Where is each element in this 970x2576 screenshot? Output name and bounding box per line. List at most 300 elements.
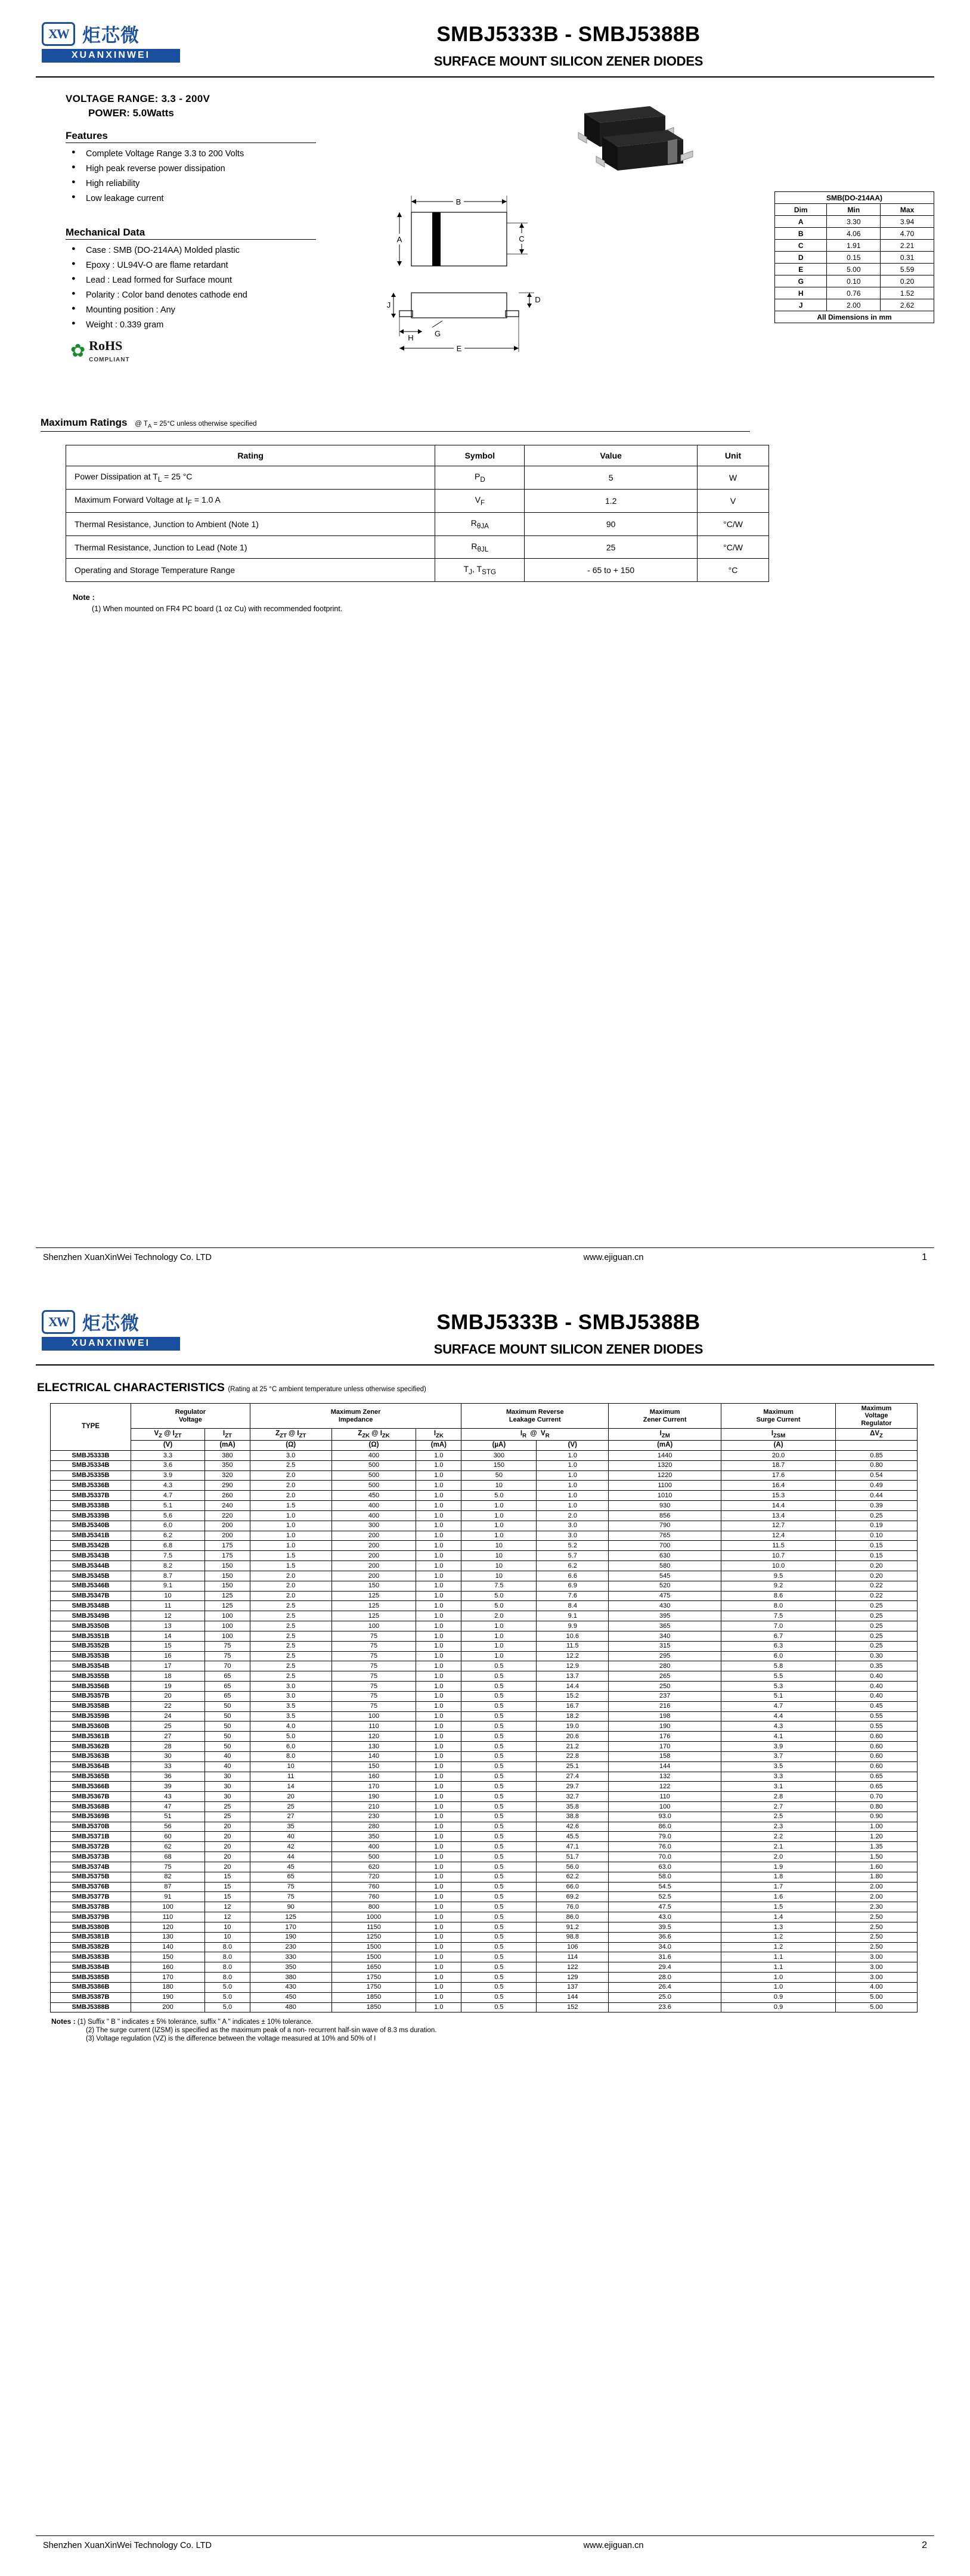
value-cell: 0.49	[836, 1481, 918, 1491]
value-cell: 13.4	[721, 1510, 836, 1521]
value-cell: 2.5	[250, 1661, 331, 1671]
value-cell: 42	[250, 1842, 331, 1852]
table-row	[51, 1481, 918, 1491]
value-cell: 26.4	[609, 1982, 721, 1992]
value-cell: 1.0	[416, 1973, 461, 1983]
value-cell: 10	[461, 1541, 537, 1551]
value-cell: 40	[205, 1761, 250, 1772]
col-header-symbol: Symbol	[435, 445, 525, 466]
value-cell: 20	[131, 1691, 205, 1701]
value-cell: 137	[537, 1982, 609, 1992]
value-cell: 40	[250, 1832, 331, 1842]
value-cell: 856	[609, 1510, 721, 1521]
value-cell: 0.30	[836, 1651, 918, 1661]
type-cell: SMBJ5375B	[51, 1872, 131, 1882]
company-logo	[36, 20, 215, 63]
table-row	[51, 1982, 918, 1992]
value-cell: 5.3	[721, 1682, 836, 1692]
type-cell: SMBJ5340B	[51, 1521, 131, 1531]
rating-symbol: $R_{\theta JA}$	[435, 512, 525, 535]
value-cell: 2.50	[836, 1932, 918, 1942]
value-cell: 0.22	[836, 1581, 918, 1591]
table-row	[51, 1852, 918, 1862]
value-cell: 86.0	[609, 1822, 721, 1832]
list-item: ● High peak reverse power dissipation	[66, 164, 370, 174]
unit-blank	[836, 1440, 918, 1450]
rating-unit: W	[698, 466, 769, 490]
value-cell: 1.2	[721, 1932, 836, 1942]
type-cell: SMBJ5341B	[51, 1531, 131, 1541]
value-cell: 1.0	[250, 1510, 331, 1521]
value-cell: 1.1	[721, 1962, 836, 1973]
value-cell: 1.0	[416, 1581, 461, 1591]
value-cell: 1.0	[416, 1732, 461, 1742]
value-cell: 5.0	[250, 1732, 331, 1742]
value-cell: 2.2	[721, 1832, 836, 1842]
table-row	[775, 228, 934, 240]
footer-company: Shenzhen XuanXinWei Technology Co. LTD	[43, 1253, 212, 1262]
table-row	[51, 1842, 918, 1852]
value-cell: 520	[609, 1581, 721, 1591]
table-row	[51, 1591, 918, 1601]
value-cell: 2.50	[836, 1912, 918, 1922]
value-cell: 1.0	[461, 1621, 537, 1631]
value-cell: 2.0	[461, 1611, 537, 1621]
value-cell: 47	[131, 1801, 205, 1812]
value-cell: 6.7	[721, 1631, 836, 1641]
value-cell: 930	[609, 1501, 721, 1511]
value-cell: 0.5	[461, 1872, 537, 1882]
table-row	[51, 1561, 918, 1571]
value-cell: 3.0	[250, 1691, 331, 1701]
col-header-min: Min	[827, 204, 881, 216]
value-cell: 0.15	[836, 1551, 918, 1561]
value-cell: 75	[331, 1691, 416, 1701]
features-list	[66, 149, 370, 203]
value-cell: 5.0	[205, 1992, 250, 2002]
value-cell: 1.00	[836, 1822, 918, 1832]
value-cell: 60	[131, 1832, 205, 1842]
value-cell: 1.0	[416, 1872, 461, 1882]
col-header-zzk: $Z_{ZK}$ @ $I_{ZK}$	[331, 1429, 416, 1440]
footer-url[interactable]: www.ejiguan.cn	[583, 2541, 644, 2550]
table-row	[51, 1521, 918, 1531]
type-cell: SMBJ5374B	[51, 1862, 131, 1872]
value-cell: 170	[131, 1973, 205, 1983]
value-cell: 1.0	[250, 1541, 331, 1551]
type-cell: SMBJ5348B	[51, 1601, 131, 1611]
value-cell: 10	[250, 1761, 331, 1772]
value-cell: 70.0	[609, 1852, 721, 1862]
dimension-table-title: SMB(DO-214AA)	[775, 192, 934, 204]
value-cell: 0.5	[461, 1832, 537, 1842]
value-cell: 140	[331, 1751, 416, 1761]
value-cell: 1.0	[416, 1510, 461, 1521]
table-row	[51, 1551, 918, 1561]
type-cell: SMBJ5376B	[51, 1882, 131, 1892]
value-cell: 1.9	[721, 1862, 836, 1872]
value-cell: 0.80	[836, 1460, 918, 1470]
table-row	[51, 1742, 918, 1752]
value-cell: 0.54	[836, 1470, 918, 1481]
value-cell: 63.0	[609, 1862, 721, 1872]
type-cell: SMBJ5365B	[51, 1772, 131, 1782]
value-cell: 7.6	[537, 1591, 609, 1601]
type-cell: SMBJ5381B	[51, 1932, 131, 1942]
value-cell: 20	[205, 1822, 250, 1832]
value-cell: 1.0	[461, 1521, 537, 1531]
value-cell: 91	[131, 1892, 205, 1902]
value-cell: 45	[250, 1862, 331, 1872]
value-cell: 1.50	[836, 1852, 918, 1862]
value-cell: 10	[131, 1591, 205, 1601]
dim-key: C	[775, 240, 827, 252]
value-cell: 1.35	[836, 1842, 918, 1852]
value-cell: 190	[609, 1722, 721, 1732]
value-cell: 200	[331, 1551, 416, 1561]
list-item: ● Weight : 0.339 gram	[66, 320, 370, 330]
value-cell: 5.5	[721, 1671, 836, 1682]
unit-ua: (µA)	[461, 1440, 537, 1450]
list-item: ● High reliability	[66, 179, 370, 188]
value-cell: 93.0	[609, 1812, 721, 1822]
type-cell: SMBJ5388B	[51, 2002, 131, 2012]
value-cell: 790	[609, 1521, 721, 1531]
table-row	[775, 240, 934, 252]
value-cell: 0.65	[836, 1772, 918, 1782]
value-cell: 400	[331, 1842, 416, 1852]
value-cell: 1.0	[416, 1651, 461, 1661]
value-cell: 150	[131, 1952, 205, 1962]
value-cell: 0.5	[461, 1742, 537, 1752]
list-item: ● Case : SMB (DO-214AA) Molded plastic	[66, 246, 370, 255]
value-cell: 6.9	[537, 1581, 609, 1591]
value-cell: 295	[609, 1651, 721, 1661]
dimension-units-note: All Dimensions in mm	[775, 311, 934, 323]
value-cell: 1.0	[416, 1601, 461, 1611]
value-cell: 1.0	[416, 1641, 461, 1651]
value-cell: 122	[537, 1962, 609, 1973]
value-cell: 20	[205, 1852, 250, 1862]
value-cell: 140	[131, 1942, 205, 1952]
table-row	[51, 1832, 918, 1842]
value-cell: 152	[537, 2002, 609, 2012]
unit-ohm2: (Ω)	[331, 1440, 416, 1450]
value-cell: 62	[131, 1842, 205, 1852]
value-cell: 12	[205, 1912, 250, 1922]
value-cell: 1.0	[461, 1510, 537, 1521]
table-row	[51, 1722, 918, 1732]
value-cell: 0.80	[836, 1801, 918, 1812]
value-cell: 1.0	[416, 1842, 461, 1852]
table-row	[51, 1892, 918, 1902]
table-row	[51, 1992, 918, 2002]
value-cell: 69.2	[537, 1892, 609, 1902]
svg-text:A: A	[396, 235, 402, 244]
value-cell: 14.4	[537, 1682, 609, 1692]
value-cell: 3.6	[131, 1460, 205, 1470]
value-cell: 3.5	[250, 1701, 331, 1711]
value-cell: 23.6	[609, 2002, 721, 2012]
value-cell: 87	[131, 1882, 205, 1892]
value-cell: 75	[331, 1701, 416, 1711]
rohs-label: RoHS	[89, 338, 123, 353]
value-cell: 190	[250, 1932, 331, 1942]
value-cell: 0.5	[461, 1782, 537, 1792]
svg-text:J: J	[386, 301, 391, 309]
type-cell: SMBJ5336B	[51, 1481, 131, 1491]
value-cell: 0.25	[836, 1611, 918, 1621]
electrical-characteristics-title	[36, 1381, 934, 1395]
rohs-badge	[66, 338, 370, 364]
page-footer	[36, 2535, 934, 2551]
dim-key: H	[775, 287, 827, 299]
value-cell: 16	[131, 1651, 205, 1661]
value-cell: 1.0	[461, 1531, 537, 1541]
maximum-ratings-title	[36, 417, 934, 429]
page-subtitle: SURFACE MOUNT SILICON ZENER DIODES	[433, 1342, 704, 1357]
value-cell: 170	[250, 1922, 331, 1932]
group-header-regulator-voltage: Regulator Voltage	[131, 1404, 250, 1429]
value-cell: 15.2	[537, 1691, 609, 1701]
value-cell: 2.5	[250, 1611, 331, 1621]
page-header	[36, 1288, 934, 1358]
footer-company: Shenzhen XuanXinWei Technology Co. LTD	[43, 2541, 212, 2550]
power-rating: POWER: 5.0Watts	[88, 107, 174, 119]
value-cell: 190	[331, 1792, 416, 1802]
table-row	[51, 1782, 918, 1792]
value-cell: 75	[331, 1671, 416, 1682]
value-cell: 150	[461, 1460, 537, 1470]
value-cell: 0.60	[836, 1761, 918, 1772]
table-row	[51, 1962, 918, 1973]
value-cell: 50	[205, 1742, 250, 1752]
value-cell: 0.45	[836, 1701, 918, 1711]
table-row	[51, 1882, 918, 1892]
value-cell: 1.0	[416, 1912, 461, 1922]
value-cell: 1.0	[416, 1631, 461, 1641]
value-cell: 0.20	[836, 1561, 918, 1571]
type-cell: SMBJ5343B	[51, 1551, 131, 1561]
value-cell: 1.5	[250, 1551, 331, 1561]
footer-url[interactable]: www.ejiguan.cn	[583, 1253, 644, 1262]
note-label: Note :	[73, 593, 95, 602]
value-cell: 1.20	[836, 1832, 918, 1842]
table-row	[775, 216, 934, 228]
value-cell: 35.8	[537, 1801, 609, 1812]
value-cell: 30	[131, 1751, 205, 1761]
value-cell: 43	[131, 1792, 205, 1802]
table-row	[51, 1691, 918, 1701]
value-cell: 237	[609, 1691, 721, 1701]
value-cell: 12	[131, 1611, 205, 1621]
value-cell: 24	[131, 1711, 205, 1722]
value-cell: 2.5	[250, 1460, 331, 1470]
type-cell: SMBJ5337B	[51, 1491, 131, 1501]
logo-chinese-name: 炬芯微	[82, 1313, 140, 1335]
dim-max: 4.70	[881, 228, 934, 240]
value-cell: 25	[131, 1722, 205, 1732]
value-cell: 27	[250, 1812, 331, 1822]
logo-pinyin-bar: XUANXINWEI	[42, 1337, 180, 1351]
value-cell: 1.0	[416, 1751, 461, 1761]
value-cell: 0.44	[836, 1491, 918, 1501]
value-cell: 130	[331, 1742, 416, 1752]
rating-label: Power Dissipation at $T_L = 25$ °C	[66, 466, 435, 490]
value-cell: 79.0	[609, 1832, 721, 1842]
features-title: Features	[66, 130, 316, 143]
svg-text:G: G	[434, 329, 441, 338]
table-row	[51, 1451, 918, 1461]
note-item: (1) Suffix " B " indicates ± 5% tolerance, suffix " A " indicates ± 10% tolerance.	[77, 2018, 313, 2026]
value-cell: 1440	[609, 1451, 721, 1461]
rating-unit: °C	[698, 559, 769, 582]
value-cell: 170	[331, 1782, 416, 1792]
value-cell: 400	[331, 1510, 416, 1521]
value-cell: 1.0	[416, 1822, 461, 1832]
value-cell: 6.2	[537, 1561, 609, 1571]
value-cell: 150	[205, 1571, 250, 1581]
value-cell: 0.5	[461, 1812, 537, 1822]
value-cell: 300	[461, 1451, 537, 1461]
value-cell: 180	[131, 1982, 205, 1992]
package-3d-illustration	[560, 95, 934, 173]
value-cell: 15	[205, 1872, 250, 1882]
footer-page-number: 1	[922, 1252, 927, 1262]
value-cell: 1.0	[416, 1470, 461, 1481]
value-cell: 2.5	[250, 1651, 331, 1661]
value-cell: 9.2	[721, 1581, 836, 1591]
value-cell: 0.60	[836, 1732, 918, 1742]
value-cell: 70	[205, 1661, 250, 1671]
value-cell: 0.5	[461, 1882, 537, 1892]
value-cell: 1.0	[416, 1571, 461, 1581]
table-row	[51, 1470, 918, 1481]
value-cell: 760	[331, 1882, 416, 1892]
value-cell: 500	[331, 1460, 416, 1470]
type-cell: SMBJ5358B	[51, 1701, 131, 1711]
value-cell: 200	[331, 1541, 416, 1551]
value-cell: 5.2	[537, 1541, 609, 1551]
value-cell: 45.5	[537, 1832, 609, 1842]
rating-label: Operating and Storage Temperature Range	[66, 559, 435, 582]
value-cell: 265	[609, 1671, 721, 1682]
value-cell: 0.55	[836, 1711, 918, 1722]
value-cell: 20.6	[537, 1732, 609, 1742]
value-cell: 1.0	[537, 1451, 609, 1461]
value-cell: 765	[609, 1531, 721, 1541]
logo-mark-icon: XW	[42, 1310, 75, 1334]
header-divider	[36, 76, 934, 78]
value-cell: 0.5	[461, 1801, 537, 1812]
value-cell: 114	[537, 1952, 609, 1962]
value-cell: 0.5	[461, 1682, 537, 1692]
maximum-ratings-label: Maximum Ratings	[41, 417, 128, 428]
table-row	[51, 1812, 918, 1822]
value-cell: 75	[250, 1882, 331, 1892]
value-cell: 0.5	[461, 1952, 537, 1962]
value-cell: 12.2	[537, 1651, 609, 1661]
value-cell: 1850	[331, 2002, 416, 2012]
value-cell: 2.5	[721, 1812, 836, 1822]
dim-key: E	[775, 264, 827, 275]
value-cell: 200	[331, 1531, 416, 1541]
value-cell: 0.5	[461, 1822, 537, 1832]
unit-ohm: (Ω)	[250, 1440, 331, 1450]
value-cell: 350	[331, 1832, 416, 1842]
table-row	[66, 535, 769, 559]
value-cell: 2.0	[250, 1491, 331, 1501]
value-cell: 66.0	[537, 1882, 609, 1892]
value-cell: 1.6	[721, 1892, 836, 1902]
value-cell: 1.0	[461, 1631, 537, 1641]
table-row	[51, 1942, 918, 1952]
table-row	[66, 512, 769, 535]
value-cell: 720	[331, 1872, 416, 1882]
leaf-icon: ✿	[70, 341, 86, 361]
value-cell: 0.90	[836, 1812, 918, 1822]
value-cell: 20	[250, 1792, 331, 1802]
value-cell: 1250	[331, 1932, 416, 1942]
value-cell: 395	[609, 1611, 721, 1621]
value-cell: 0.60	[836, 1742, 918, 1752]
value-cell: 3.5	[721, 1761, 836, 1772]
value-cell: 2.0	[250, 1470, 331, 1481]
value-cell: 1.5	[721, 1902, 836, 1912]
type-cell: SMBJ5373B	[51, 1852, 131, 1862]
type-cell: SMBJ5355B	[51, 1671, 131, 1682]
table-row	[51, 1501, 918, 1511]
value-cell: 50	[205, 1732, 250, 1742]
value-cell: 20	[205, 1862, 250, 1872]
value-cell: 0.39	[836, 1501, 918, 1511]
value-cell: 0.20	[836, 1571, 918, 1581]
value-cell: 56.0	[537, 1862, 609, 1872]
value-cell: 1.0	[416, 1772, 461, 1782]
value-cell: 50	[205, 1722, 250, 1732]
value-cell: 0.5	[461, 1902, 537, 1912]
value-cell: 1150	[331, 1922, 416, 1932]
group-header-voltage-regulator: Maximum Voltage Regulator	[836, 1404, 918, 1429]
value-cell: 43.0	[609, 1912, 721, 1922]
rating-symbol: $R_{\theta JL}$	[435, 535, 525, 559]
value-cell: 125	[205, 1601, 250, 1611]
footer-page-number: 2	[922, 2540, 927, 2550]
value-cell: 0.5	[461, 1701, 537, 1711]
table-row	[51, 1651, 918, 1661]
type-cell: SMBJ5335B	[51, 1470, 131, 1481]
value-cell: 1.0	[416, 1491, 461, 1501]
value-cell: 1.4	[721, 1912, 836, 1922]
value-cell: 17	[131, 1661, 205, 1671]
value-cell: 200	[205, 1531, 250, 1541]
value-cell: 1.0	[537, 1491, 609, 1501]
value-cell: 0.5	[461, 1722, 537, 1732]
value-cell: 8.7	[131, 1571, 205, 1581]
value-cell: 100	[331, 1711, 416, 1722]
note-item: (3) Voltage regulation (VZ) is the difference between the voltage measured at 10% and 50% of I	[86, 2035, 376, 2043]
group-header-surge-current: Maximum Surge Current	[721, 1404, 836, 1429]
value-cell: 250	[609, 1682, 721, 1692]
value-cell: 6.0	[131, 1521, 205, 1531]
table-row	[51, 1641, 918, 1651]
rating-unit: °C/W	[698, 512, 769, 535]
value-cell: 200	[331, 1561, 416, 1571]
value-cell: 10	[461, 1551, 537, 1561]
value-cell: 28.0	[609, 1973, 721, 1983]
value-cell: 1.0	[416, 1992, 461, 2002]
value-cell: 8.2	[131, 1561, 205, 1571]
